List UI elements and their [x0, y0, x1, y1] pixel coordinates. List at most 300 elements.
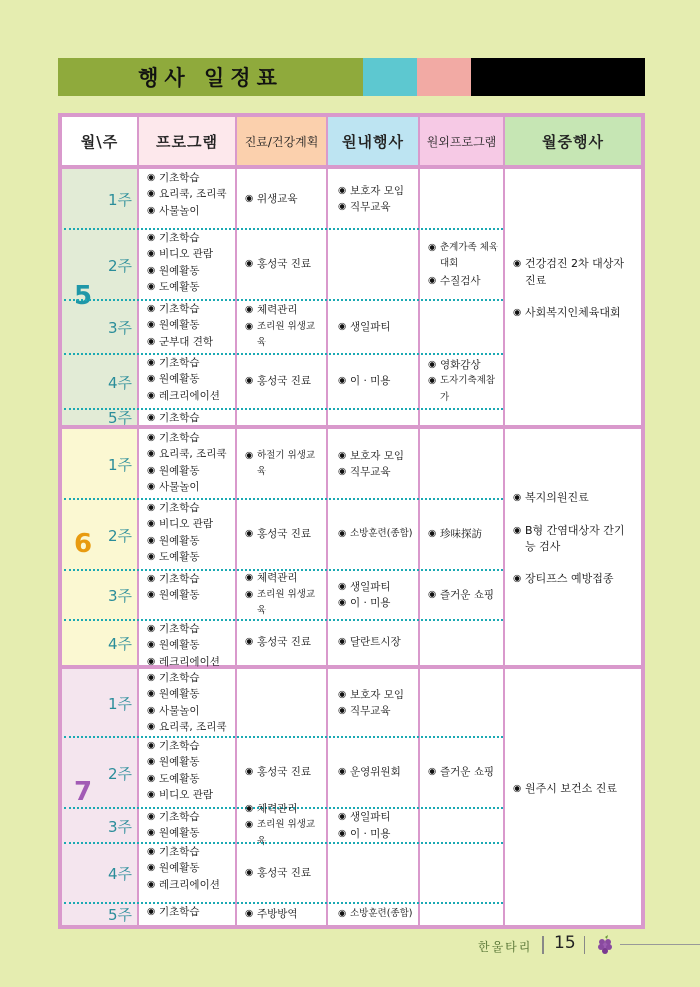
bullet-icon: ◉	[147, 303, 156, 314]
program-cell	[147, 230, 231, 301]
internal-item-text: 보호자 모임	[350, 449, 405, 462]
bullet-icon: ◉	[245, 907, 254, 919]
bullet-icon: ◉	[245, 304, 254, 316]
program-item-text: 원예활동	[159, 862, 200, 875]
internal-item	[338, 703, 414, 719]
bullet-icon: ◉	[338, 528, 347, 540]
bullet-icon: ◉	[147, 772, 156, 784]
external-cell	[428, 570, 499, 620]
bullet-icon: ◉	[245, 375, 254, 387]
bullet-icon: ◉	[147, 264, 156, 276]
internal-item-text: 직무교육	[350, 705, 391, 717]
bullet-icon: ◉	[147, 188, 156, 200]
bullet-icon: ◉	[513, 782, 522, 794]
week-label: 5주	[107, 906, 132, 924]
title-accent-black	[471, 58, 645, 96]
bullet-icon: ◉	[338, 636, 347, 648]
program-item	[147, 446, 231, 462]
internal-item	[338, 526, 414, 542]
internal-item-text: 생일파티	[350, 580, 391, 593]
bullet-icon: ◉	[245, 819, 254, 831]
external-item-text: 수질검사	[440, 274, 481, 287]
week-label: 4주	[107, 373, 132, 392]
header-monthly: 월중행사	[505, 117, 641, 165]
bullet-icon: ◉	[513, 573, 522, 585]
external-item-text: 춘계가족 체육대회	[440, 241, 499, 270]
program-item	[147, 186, 231, 202]
bullet-icon: ◉	[245, 636, 254, 648]
week-label: 1주	[107, 456, 132, 474]
medical-item	[245, 570, 322, 586]
program-item-text: 원예활동	[159, 589, 200, 602]
bullet-icon: ◉	[147, 623, 156, 634]
monthly-cell	[513, 429, 635, 665]
footer-divider-2	[584, 936, 585, 954]
medical-item	[245, 373, 322, 389]
external-cell	[428, 354, 499, 409]
medical-item-text: 주방방역	[257, 907, 298, 920]
bullet-icon: ◉	[245, 802, 254, 814]
internal-item-text: 생일파티	[350, 320, 391, 333]
program-item-text: 기초학습	[159, 672, 200, 684]
medical-item-text: 위생교육	[257, 192, 298, 205]
external-item	[428, 273, 499, 289]
internal-item	[338, 687, 414, 703]
bullet-icon: ◉	[147, 672, 156, 683]
medical-item-text: 하절기 위생교육	[257, 449, 316, 477]
bullet-icon: ◉	[513, 307, 522, 319]
internal-cell	[338, 669, 414, 737]
month-label: 7	[74, 777, 93, 807]
program-item-text: 도예활동	[159, 281, 200, 294]
program-cell	[147, 904, 231, 926]
footer-rule	[620, 944, 700, 945]
internal-item-text: 직무교육	[350, 201, 391, 213]
program-item	[147, 203, 231, 219]
external-item	[428, 764, 499, 780]
bullet-icon: ◉	[338, 811, 347, 823]
medical-item-text: 조리원 위생교육	[257, 320, 316, 349]
bullet-icon: ◉	[147, 756, 156, 768]
internal-item	[338, 199, 414, 215]
bullet-icon: ◉	[245, 258, 254, 270]
bullet-icon: ◉	[513, 492, 522, 504]
bullet-icon: ◉	[147, 502, 156, 513]
bullet-icon: ◉	[513, 524, 522, 536]
program-item-text: 도예활동	[159, 772, 200, 785]
medical-item	[245, 865, 322, 881]
program-cell	[147, 430, 231, 500]
program-item-text: 원예활동	[159, 756, 200, 769]
external-item	[428, 357, 499, 373]
internal-item-text: 직무교육	[350, 466, 391, 478]
internal-cell	[338, 737, 414, 808]
external-item-text: 도자기축제참가	[440, 375, 496, 403]
program-item-text: 원예활동	[159, 534, 200, 547]
internal-item	[338, 595, 414, 611]
program-cell	[147, 670, 231, 738]
program-item-text: 원예활동	[159, 827, 200, 840]
internal-item	[338, 448, 414, 464]
medical-cell	[245, 229, 322, 300]
medical-item	[245, 319, 322, 352]
internal-cell	[338, 354, 414, 409]
monthly-item	[513, 571, 635, 587]
month-label: 6	[74, 529, 93, 559]
bullet-icon: ◉	[147, 232, 156, 243]
bullet-icon: ◉	[147, 846, 156, 857]
footer-divider	[542, 936, 544, 954]
medical-item-text: 홍성국 진료	[257, 766, 312, 779]
internal-cell	[338, 499, 414, 570]
schedule-table	[58, 113, 645, 929]
bullet-icon: ◉	[428, 358, 437, 370]
bullet-icon: ◉	[147, 335, 156, 347]
program-item-text: 레크리에이션	[159, 878, 220, 891]
program-cell	[147, 844, 231, 904]
bullet-icon: ◉	[428, 274, 437, 286]
external-item	[428, 373, 499, 406]
bullet-icon: ◉	[147, 639, 156, 651]
program-item-text: 기초학습	[159, 846, 200, 858]
internal-cell	[338, 429, 414, 499]
program-item	[147, 621, 231, 637]
medical-item	[245, 801, 322, 817]
month-cell-6	[62, 429, 137, 665]
internal-cell	[338, 620, 414, 665]
bullet-icon: ◉	[338, 597, 347, 608]
external-item	[428, 526, 499, 542]
bullet-icon: ◉	[428, 766, 437, 778]
title-bar	[58, 58, 645, 96]
program-cell	[147, 301, 231, 355]
week-separator	[64, 408, 503, 410]
bullet-icon: ◉	[245, 866, 254, 878]
bullet-icon: ◉	[338, 907, 347, 919]
program-item	[147, 738, 231, 754]
medical-item-text: 홍성국 진료	[257, 375, 312, 388]
program-item	[147, 860, 231, 876]
monthly-item-text: B형 간염대상자 간기능 검사	[525, 523, 625, 553]
program-item-text: 레크리에이션	[159, 389, 220, 402]
monthly-item	[513, 490, 635, 506]
internal-item-text: 이 · 미용	[350, 827, 391, 840]
program-cell	[147, 571, 231, 621]
program-item-text: 사물놀이	[159, 704, 200, 717]
monthly-item-text: 원주시 보건소 진료	[525, 781, 618, 795]
external-item	[428, 587, 499, 603]
program-item-text: 기초학습	[159, 432, 200, 444]
medical-item	[245, 256, 322, 272]
week-label: 5주	[107, 409, 132, 427]
program-cell	[147, 500, 231, 571]
footer	[0, 930, 700, 960]
medical-item	[245, 634, 322, 650]
title-accent-cyan	[363, 58, 417, 96]
medical-cell	[245, 843, 322, 903]
medical-cell	[245, 737, 322, 808]
internal-cell	[338, 808, 414, 843]
internal-cell	[338, 169, 414, 229]
monthly-cell	[513, 669, 635, 925]
monthly-item	[513, 781, 635, 797]
medical-item-text: 홍성국 진료	[257, 528, 312, 541]
internal-item-text: 달란트시장	[350, 636, 401, 649]
program-item	[147, 410, 231, 426]
program-item-text: 비디오 관람	[159, 789, 214, 802]
program-item	[147, 388, 231, 404]
bullet-icon: ◉	[147, 464, 156, 476]
program-item-text: 기초학습	[159, 232, 200, 244]
program-item-text: 원예활동	[159, 319, 200, 332]
internal-item	[338, 809, 414, 825]
bullet-icon: ◉	[338, 466, 347, 477]
bullet-icon: ◉	[147, 534, 156, 546]
medical-cell	[245, 499, 322, 570]
program-item-text: 기초학습	[159, 573, 200, 585]
program-item	[147, 479, 231, 495]
program-item	[147, 230, 231, 246]
bullet-icon: ◉	[147, 688, 156, 700]
medical-item-text: 체력관리	[257, 572, 298, 585]
medical-item	[245, 302, 322, 318]
medical-cell	[245, 903, 322, 925]
bullet-icon: ◉	[338, 184, 347, 196]
bullet-icon: ◉	[428, 588, 437, 600]
bullet-icon: ◉	[338, 827, 347, 839]
bullet-icon: ◉	[338, 320, 347, 332]
internal-item-text: 소방훈련(종합)	[350, 528, 413, 540]
program-item-text: 원예활동	[159, 639, 200, 652]
program-item-text: 기초학습	[159, 303, 200, 315]
program-item	[147, 654, 231, 670]
week-label: 1주	[107, 695, 132, 713]
program-item	[147, 844, 231, 860]
medical-cell	[245, 300, 322, 354]
program-item-text: 기초학습	[159, 623, 200, 635]
month-cell-7	[62, 669, 137, 925]
medical-cell	[245, 354, 322, 409]
medical-item-text: 체력관리	[257, 802, 298, 815]
program-item	[147, 571, 231, 587]
bullet-icon: ◉	[147, 481, 156, 493]
bullet-icon: ◉	[147, 655, 156, 667]
bullet-icon: ◉	[147, 432, 156, 443]
medical-item-text: 홍성국 진료	[257, 258, 312, 271]
bullet-icon: ◉	[245, 766, 254, 778]
medical-item-text: 조리원 위생교육	[257, 819, 316, 847]
medical-item	[245, 191, 322, 207]
program-item-text: 원예활동	[159, 464, 200, 477]
program-item	[147, 463, 231, 479]
bullet-icon: ◉	[147, 248, 156, 260]
internal-item	[338, 826, 414, 842]
program-item-text: 원예활동	[159, 373, 200, 386]
bullet-icon: ◉	[338, 449, 347, 461]
monthly-item-text: 사회복지인체육대회	[525, 306, 621, 320]
medical-cell	[245, 429, 322, 499]
program-item	[147, 670, 231, 686]
program-cell	[147, 355, 231, 410]
program-item	[147, 904, 231, 920]
monthly-item	[513, 523, 635, 556]
bullet-icon: ◉	[147, 357, 156, 368]
program-item	[147, 301, 231, 317]
bullet-icon: ◉	[428, 375, 437, 387]
week-label: 3주	[107, 587, 132, 605]
bullet-icon: ◉	[245, 588, 254, 600]
external-item	[428, 240, 499, 273]
program-item-text: 기초학습	[159, 811, 200, 823]
program-item	[147, 549, 231, 565]
bullet-icon: ◉	[147, 319, 156, 331]
internal-item	[338, 634, 414, 650]
program-item	[147, 754, 231, 770]
bullet-icon: ◉	[245, 320, 254, 332]
bullet-icon: ◉	[147, 811, 156, 822]
bullet-icon: ◉	[147, 389, 156, 401]
medical-cell	[245, 620, 322, 665]
bullet-icon: ◉	[147, 704, 156, 716]
internal-item	[338, 319, 414, 335]
internal-cell	[338, 903, 414, 925]
medical-item	[245, 764, 322, 780]
external-item-text: 珍味探訪	[440, 528, 482, 541]
bullet-icon: ◉	[147, 589, 156, 601]
week-label: 2주	[107, 256, 132, 275]
bullet-icon: ◉	[338, 201, 347, 212]
monthly-item	[513, 305, 635, 321]
bullet-icon: ◉	[147, 740, 156, 751]
internal-item	[338, 464, 414, 480]
medical-item	[245, 587, 322, 620]
medical-item-text: 홍성국 진료	[257, 866, 312, 879]
program-cell	[147, 809, 231, 844]
bullet-icon: ◉	[428, 241, 437, 253]
internal-cell	[338, 570, 414, 620]
bullet-icon: ◉	[147, 518, 156, 530]
medical-item-text: 체력관리	[257, 304, 298, 317]
bullet-icon: ◉	[147, 721, 156, 733]
program-item-text: 기초학습	[159, 740, 200, 752]
header-month-week: 월\주	[62, 117, 137, 165]
program-item-text: 도예활동	[159, 551, 200, 564]
program-item	[147, 533, 231, 549]
internal-item	[338, 373, 414, 389]
internal-item	[338, 906, 414, 922]
internal-item-text: 이 · 미용	[350, 375, 391, 388]
page-number: 15	[554, 933, 576, 953]
external-item-text: 즐거운 쇼핑	[440, 766, 495, 779]
program-item-text: 요리쿡, 조리쿡	[159, 448, 227, 461]
bullet-icon: ◉	[513, 258, 522, 270]
program-item-text: 요리쿡, 조리쿡	[159, 188, 227, 201]
week-label: 3주	[107, 817, 132, 836]
program-item	[147, 246, 231, 262]
week-label: 2주	[107, 526, 132, 545]
bullet-icon: ◉	[147, 862, 156, 874]
program-item	[147, 719, 231, 735]
bullet-icon: ◉	[245, 572, 254, 584]
bullet-icon: ◉	[147, 906, 156, 917]
program-item-text: 사물놀이	[159, 204, 200, 217]
program-cell	[147, 738, 231, 809]
bullet-icon: ◉	[147, 204, 156, 216]
internal-item-text: 생일파티	[350, 811, 391, 824]
program-item	[147, 877, 231, 893]
program-item-text: 요리쿡, 조리쿡	[159, 721, 227, 734]
internal-item	[338, 764, 414, 780]
week-label: 4주	[107, 865, 132, 883]
program-item	[147, 263, 231, 279]
program-item-text: 레크리에이션	[159, 655, 220, 668]
program-cell	[147, 170, 231, 230]
program-item-text: 비디오 관람	[159, 248, 214, 261]
monthly-item-text: 장티프스 예방접종	[525, 572, 614, 586]
month-cell-5	[62, 169, 137, 425]
internal-item-text: 보호자 모임	[350, 688, 405, 701]
bullet-icon: ◉	[147, 172, 156, 183]
program-item-text: 비디오 관람	[159, 518, 214, 531]
program-item-text: 기초학습	[159, 502, 200, 514]
internal-cell	[338, 300, 414, 354]
title-accent-pink	[417, 58, 471, 96]
medical-item	[245, 448, 322, 481]
program-item-text: 기초학습	[159, 357, 200, 369]
internal-item	[338, 183, 414, 199]
bullet-icon: ◉	[338, 580, 347, 592]
program-item	[147, 279, 231, 295]
internal-item-text: 이 · 미용	[350, 597, 391, 609]
program-item-text: 원예활동	[159, 688, 200, 701]
bullet-icon: ◉	[147, 827, 156, 839]
monthly-item	[513, 256, 635, 289]
medical-item	[245, 526, 322, 542]
monthly-cell	[513, 169, 635, 425]
header-external: 원외프로그램	[420, 117, 503, 165]
program-item	[147, 587, 231, 603]
program-item	[147, 430, 231, 446]
program-item	[147, 825, 231, 841]
grape-icon	[595, 935, 615, 955]
program-item	[147, 637, 231, 653]
month-label: 5	[74, 281, 93, 311]
program-item	[147, 170, 231, 186]
footer-brand: 한울타리	[478, 940, 533, 954]
bullet-icon: ◉	[245, 192, 254, 204]
page-title: 행사 일정표	[58, 58, 363, 96]
external-cell	[428, 229, 499, 300]
bullet-icon: ◉	[147, 789, 156, 801]
bullet-icon: ◉	[147, 373, 156, 385]
program-item-text: 기초학습	[159, 906, 200, 918]
program-item	[147, 500, 231, 516]
bullet-icon: ◉	[147, 448, 156, 460]
medical-cell	[245, 570, 322, 620]
bullet-icon: ◉	[338, 705, 347, 716]
medical-item-text: 조리원 위생교육	[257, 588, 316, 617]
medical-item	[245, 906, 322, 922]
monthly-item-text: 건강검진 2차 대상자 진료	[525, 257, 624, 287]
week-label: 1주	[107, 191, 132, 209]
bullet-icon: ◉	[147, 281, 156, 293]
bullet-icon: ◉	[245, 449, 254, 461]
program-item	[147, 371, 231, 387]
program-item-text: 사물놀이	[159, 481, 200, 494]
week-label: 2주	[107, 764, 132, 783]
program-item	[147, 809, 231, 825]
program-item-text: 기초학습	[159, 172, 200, 184]
